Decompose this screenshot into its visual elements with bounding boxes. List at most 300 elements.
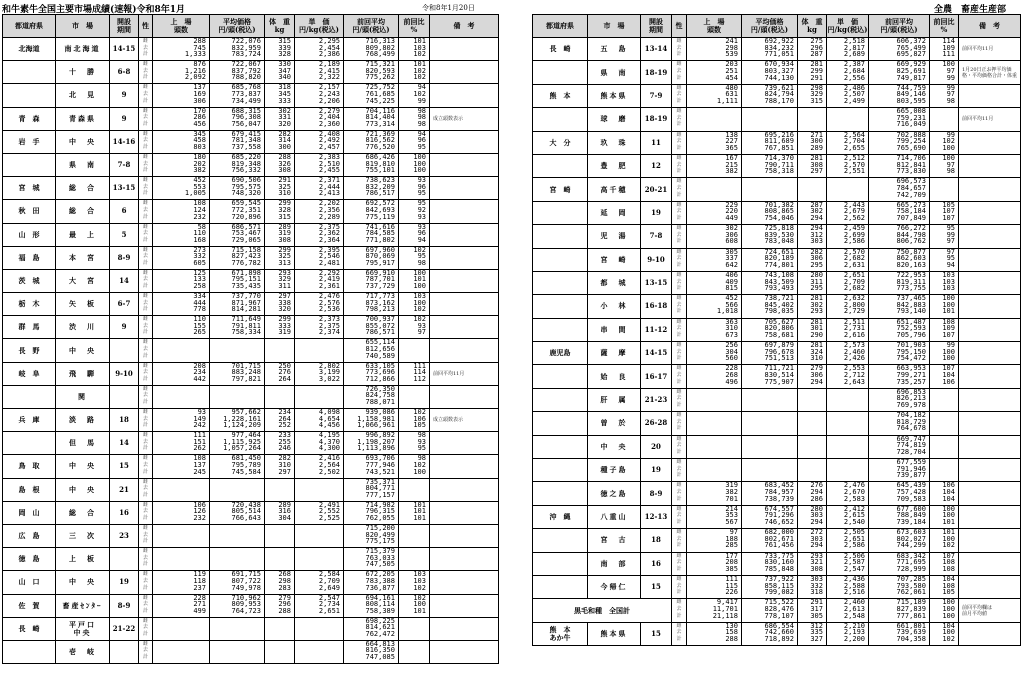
prev-avg-value: 769,978 (896, 401, 926, 410)
head-count-cell (687, 552, 742, 575)
avg-price-value (210, 492, 261, 499)
avg-price-value: 788,170 (764, 96, 794, 105)
head-count-value: 382 (725, 167, 738, 176)
sex-label: 雌 (676, 412, 682, 419)
unit-price-cell (827, 248, 869, 271)
head-count-value: 108 (193, 199, 206, 208)
head-count-value: 111 (193, 431, 206, 440)
sex-label: 計 (676, 448, 682, 455)
weight-value: 290 (810, 330, 823, 339)
weight-cell (265, 339, 295, 362)
prev-avg-value: 677,600 (896, 505, 926, 513)
weight-value: 303 (810, 575, 823, 583)
prev-avg-value: 842,883 (896, 300, 926, 309)
unit-price-value: 2,444 (318, 182, 340, 191)
prev-avg-value: 715,200 (365, 524, 395, 532)
ratio-value (930, 466, 955, 473)
sex-cell (139, 223, 153, 246)
avg-price-value: 773,837 (231, 89, 261, 98)
avg-price-cell (742, 131, 798, 154)
ratio-cell (930, 154, 959, 177)
sex-label: 計 (676, 472, 682, 479)
prev-avg-value: 717,773 (365, 292, 395, 301)
weight-value: 299 (278, 315, 291, 324)
unit-price-value (295, 399, 340, 406)
col-header-unit: 単 価 円/kg(税込) (827, 15, 869, 38)
note-cell (959, 388, 1021, 411)
note-cell (959, 248, 1021, 271)
head-count-value: 567 (725, 518, 738, 526)
prev-avg-cell (344, 177, 399, 200)
note-cell (959, 365, 1021, 388)
table-row (3, 640, 499, 663)
head-count-value: 365 (725, 143, 738, 152)
ratio-cell (930, 459, 959, 482)
head-count-value (153, 399, 206, 406)
ratio-cell (930, 318, 959, 341)
ratio-value (930, 395, 955, 402)
avg-price-cell (210, 548, 265, 571)
sex-cell (672, 575, 687, 598)
prev-avg-value: 758,389 (365, 606, 395, 615)
sex-label: 去 (142, 531, 148, 538)
period-cell: 21-23 (641, 388, 672, 411)
unit-price-value (827, 402, 865, 409)
head-count-value (153, 647, 206, 654)
prev-avg-value: 775,119 (365, 212, 395, 221)
ratio-value: 95 (417, 142, 426, 151)
prev-avg-value: 809,802 (365, 43, 395, 52)
sex-label: 計 (676, 612, 682, 619)
avg-price-cell (210, 316, 265, 339)
head-count-value: 203 (725, 60, 738, 69)
unit-price-value: 2,547 (843, 564, 865, 573)
weight-value: 311 (810, 277, 823, 286)
sex-label: 計 (676, 495, 682, 502)
avg-price-value: 797,821 (231, 374, 261, 383)
prev-avg-cell (869, 225, 930, 248)
sex-label: 雌 (142, 223, 148, 230)
head-count-cell (153, 61, 210, 84)
prev-avg-value: 651,487 (896, 318, 926, 326)
prefecture-cell (533, 459, 588, 482)
weight-cell (798, 225, 827, 248)
ratio-cell (399, 61, 430, 84)
market-cell: 宮 古 (588, 529, 641, 552)
sex-label: 去 (142, 601, 148, 608)
prefecture-cell: 栃 木 (3, 293, 56, 316)
ratio-cell (930, 38, 959, 61)
ratio-value (930, 108, 955, 115)
sex-label: 去 (676, 184, 682, 191)
prefecture-cell: 北海道 (3, 38, 56, 61)
prev-avg-value: 788,071 (365, 398, 395, 406)
unit-price-value (295, 631, 340, 638)
prev-avg-value: 712,866 (365, 374, 395, 383)
prev-avg-value: 1,113,896 (357, 444, 395, 453)
avg-price-value (742, 115, 794, 122)
avg-price-cell (210, 571, 265, 594)
ratio-value: 96 (417, 229, 426, 238)
sex-cell (139, 316, 153, 339)
period-cell: 14-15 (641, 342, 672, 365)
sex-label: 雌 (142, 617, 148, 624)
unit-price-value: 2,200 (843, 634, 865, 643)
table-row (533, 552, 1021, 575)
sex-label: 去 (142, 114, 148, 121)
weight-value: 335 (810, 628, 823, 637)
note-cell: 前回平均欄は 前月平均値 (959, 599, 1021, 622)
head-count-value: 106 (193, 501, 206, 509)
weight-cell (265, 432, 295, 455)
head-count-value (687, 192, 738, 199)
sex-label: 雌 (676, 131, 682, 138)
head-count-value: 305 (725, 248, 738, 256)
unit-price-value: 2,613 (843, 604, 865, 613)
ratio-value: 101 (942, 307, 955, 316)
prev-avg-cell (869, 318, 930, 341)
ratio-cell (399, 246, 430, 269)
sex-label: 計 (142, 561, 148, 568)
prev-avg-value: 820,163 (896, 260, 926, 269)
unit-price-value (827, 185, 865, 192)
prev-avg-value: 765,499 (896, 43, 926, 52)
prev-avg-value: 762,061 (896, 588, 926, 597)
avg-price-value: 807,722 (231, 576, 261, 585)
weight-value: 305 (810, 611, 823, 620)
weight-cell (798, 459, 827, 482)
avg-price-cell (742, 318, 798, 341)
ratio-value: 100 (942, 60, 955, 69)
sex-label: 雌 (676, 388, 682, 395)
unit-price-value: 2,709 (843, 277, 865, 286)
unit-price-cell (295, 246, 344, 269)
ratio-value: 108 (942, 581, 955, 590)
head-count-value: 245 (193, 467, 206, 476)
market-cell: 八重山 (588, 505, 641, 528)
prev-avg-cell (344, 432, 399, 455)
prev-avg-value: 750,877 (896, 248, 926, 256)
sex-label: 去 (142, 415, 148, 422)
note-cell (959, 131, 1021, 154)
period-cell: 13-15 (641, 271, 672, 294)
sex-label: 去 (142, 508, 148, 515)
prev-avg-value: 661,801 (896, 622, 926, 630)
unit-price-value: 2,709 (318, 576, 340, 585)
table-row (3, 455, 499, 478)
ratio-value: 105 (942, 588, 955, 597)
ratio-value (399, 654, 426, 661)
weight-cell (265, 293, 295, 316)
sex-label: 雌 (676, 38, 682, 44)
unit-price-value: 2,817 (843, 43, 865, 52)
head-count-value: 285 (725, 541, 738, 550)
avg-price-value: 758,334 (231, 328, 261, 337)
avg-price-value: 701,382 (764, 201, 794, 209)
weight-value: 302 (810, 207, 823, 216)
ratio-cell (399, 177, 430, 200)
avg-price-value: 805,514 (231, 507, 261, 516)
table-row (533, 38, 1021, 61)
unit-price-value: 2,454 (318, 43, 340, 52)
prefecture-cell: 長 野 (3, 339, 56, 362)
ratio-value: 92 (417, 205, 426, 214)
weight-cell (265, 107, 295, 130)
unit-price-cell (827, 622, 869, 645)
avg-price-value: 761,456 (764, 541, 794, 550)
unit-price-value (827, 192, 865, 199)
weight-value: 311 (278, 282, 291, 291)
period-cell: 15 (641, 622, 672, 645)
prefecture-cell (3, 153, 56, 176)
market-cell: 薩 摩 (588, 342, 641, 365)
weight-value: 295 (810, 260, 823, 269)
avg-price-value: 798,035 (764, 307, 794, 316)
ratio-value: 103 (413, 576, 426, 585)
prev-avg-value: 862,603 (896, 254, 926, 263)
weight-value: 282 (278, 130, 291, 138)
avg-price-cell (210, 200, 265, 223)
head-count-value: 130 (725, 622, 738, 630)
ratio-cell (399, 84, 430, 107)
prev-avg-value: 818,729 (896, 417, 926, 426)
sex-label: 去 (676, 605, 682, 612)
avg-price-value: 690,506 (231, 176, 261, 185)
note-cell (430, 200, 499, 223)
prev-avg-value: 692,572 (365, 199, 395, 208)
avg-price-cell (210, 153, 265, 176)
weight-value: 255 (278, 437, 291, 446)
prev-avg-cell (344, 84, 399, 107)
avg-price-value (742, 472, 794, 479)
market-cell: 中 央 (56, 455, 110, 478)
ratio-value: 97 (946, 66, 955, 75)
ratio-value (399, 485, 426, 492)
weight-value: 246 (278, 444, 291, 453)
avg-price-value (210, 353, 261, 360)
weight-value: 295 (810, 284, 823, 293)
prev-avg-value: 673,603 (896, 528, 926, 537)
prefecture-cell: 熊 本 (533, 84, 588, 107)
prev-avg-value: 728,704 (896, 447, 926, 456)
prev-avg-value: 747,085 (365, 653, 395, 662)
weight-value (265, 548, 291, 555)
unit-price-value (295, 624, 340, 631)
weight-cell (798, 201, 827, 224)
table-row (3, 339, 499, 362)
ratio-value: 107 (942, 213, 955, 222)
avg-price-value (210, 386, 261, 393)
period-cell: 21-22 (110, 617, 139, 640)
report-date: 令和8年1月20日 (422, 4, 475, 12)
ratio-cell (399, 640, 430, 663)
prev-avg-value: 757,428 (896, 488, 926, 497)
ratio-value (930, 402, 955, 409)
head-count-cell (153, 478, 210, 501)
unit-price-value: 2,547 (318, 594, 340, 602)
unit-price-cell (295, 524, 344, 547)
avg-price-value: 681,450 (231, 454, 261, 463)
market-cell: 十 勝 (56, 61, 110, 84)
head-count-cell (153, 153, 210, 176)
weight-value: 308 (810, 564, 823, 573)
unit-price-value: 2,506 (843, 552, 865, 560)
weight-value: 233 (278, 431, 291, 440)
period-cell: 5 (110, 223, 139, 246)
head-count-value (687, 121, 738, 128)
ratio-value: 101 (413, 507, 426, 516)
weight-cell (798, 342, 827, 365)
sex-label: 計 (142, 143, 148, 150)
avg-price-value: 722,076 (231, 37, 261, 45)
weight-value (798, 466, 823, 473)
ratio-value (399, 492, 426, 499)
ratio-value: 109 (942, 324, 955, 333)
avg-price-value: 764,723 (231, 606, 261, 615)
head-count-value: 298 (725, 43, 738, 52)
avg-price-value: 711,721 (764, 364, 794, 373)
avg-price-value: 691,715 (231, 570, 261, 579)
head-count-cell (687, 225, 742, 248)
head-count-cell (153, 385, 210, 408)
period-cell (110, 640, 139, 663)
unit-price-value: 2,655 (843, 143, 865, 152)
ratio-cell (930, 201, 959, 224)
unit-price-value: 2,157 (318, 83, 340, 92)
head-count-value: 126 (193, 507, 206, 516)
prev-avg-value: 824,758 (365, 391, 395, 400)
unit-price-value: 2,419 (318, 275, 340, 284)
head-count-value: 442 (193, 374, 206, 383)
head-count-value: 345 (193, 130, 206, 138)
unit-price-value (827, 115, 865, 122)
ratio-value: 100 (942, 511, 955, 520)
head-count-value: 456 (193, 119, 206, 128)
ratio-value: 94 (417, 83, 426, 92)
market-cell: 高千穂 (588, 178, 641, 201)
head-count-value: 137 (193, 83, 206, 92)
head-count-value: 642 (725, 260, 738, 269)
market-cell: 平戸口 中央 (56, 617, 110, 640)
sex-cell (672, 412, 687, 435)
unit-price-cell (827, 178, 869, 201)
period-cell (110, 548, 139, 571)
market-cell: 南北海道 (56, 38, 110, 61)
avg-price-value (742, 442, 794, 449)
ratio-value (930, 419, 955, 426)
sex-label: 雌 (676, 225, 682, 232)
weight-value: 282 (810, 248, 823, 256)
weight-value: 319 (278, 328, 291, 337)
head-count-value: 1,333 (184, 50, 206, 59)
weight-value: 279 (278, 594, 291, 602)
table-row (3, 594, 499, 617)
head-count-value: 241 (725, 37, 738, 45)
col-header-pref: 都道府県 (533, 15, 588, 38)
market-cell: 上 板 (56, 548, 110, 571)
ratio-value: 97 (946, 90, 955, 99)
avg-price-value: 791,296 (764, 511, 794, 520)
avg-price-value: 788,820 (231, 73, 261, 82)
sex-label: 雌 (676, 575, 682, 582)
ratio-value: 114 (942, 37, 955, 45)
unit-price-value (827, 436, 865, 443)
unit-price-value: 2,322 (318, 73, 340, 82)
table-row (533, 225, 1021, 248)
weight-value: 327 (810, 634, 823, 643)
weight-cell (265, 617, 295, 640)
avg-price-value: 697,879 (764, 341, 794, 350)
head-count-value (687, 472, 738, 479)
sex-label: 去 (142, 206, 148, 213)
table-row (3, 362, 499, 385)
sex-label: 計 (142, 352, 148, 359)
avg-price-cell (742, 225, 798, 248)
unit-price-value: 2,684 (843, 66, 865, 75)
head-count-value: 119 (193, 570, 206, 579)
market-cell: 飛 騨 (56, 362, 110, 385)
head-count-cell (153, 594, 210, 617)
ratio-value: 93 (417, 437, 426, 446)
note-cell: 成立頭数表示 (430, 107, 499, 130)
head-count-cell (153, 432, 210, 455)
unit-price-value: 2,436 (843, 575, 865, 583)
weight-cell (798, 435, 827, 458)
prev-avg-value: 755,101 (365, 166, 395, 175)
prev-avg-value: 773,830 (896, 167, 926, 176)
col-header-ratio: 前回比 % (399, 15, 430, 38)
unit-price-cell (827, 225, 869, 248)
weight-cell (265, 200, 295, 223)
head-count-value: 180 (193, 153, 206, 161)
period-cell: 9 (110, 316, 139, 339)
weight-cell (265, 524, 295, 547)
avg-price-value: 742,660 (764, 628, 794, 637)
weight-value (798, 178, 823, 185)
head-count-value: 454 (725, 73, 738, 82)
prev-avg-value: 669,929 (896, 60, 926, 69)
ratio-cell (930, 108, 959, 131)
head-count-cell (153, 200, 210, 223)
weight-value: 308 (278, 166, 291, 175)
prev-avg-value: 855,072 (365, 321, 395, 330)
note-cell (959, 154, 1021, 177)
prev-avg-cell (344, 61, 399, 84)
unit-price-value: 2,731 (843, 324, 865, 333)
table-row (3, 223, 499, 246)
ratio-value: 100 (942, 604, 955, 613)
unit-price-cell (827, 342, 869, 365)
ratio-value: 108 (942, 564, 955, 573)
sex-label: 計 (676, 214, 682, 221)
unit-price-value: 2,371 (318, 176, 340, 185)
avg-price-value (210, 485, 261, 492)
period-cell: 6 (110, 200, 139, 223)
unit-price-value: 2,486 (843, 84, 865, 92)
note-cell: 成立頭数表示 (430, 409, 499, 432)
prev-avg-value: 704,182 (896, 411, 926, 420)
sex-cell (139, 38, 153, 61)
sex-cell (672, 61, 687, 84)
note-cell (430, 640, 499, 663)
weight-cell (265, 455, 295, 478)
head-count-value: 93 (197, 408, 206, 416)
weight-value: 308 (278, 235, 291, 244)
unit-price-cell (827, 84, 869, 107)
ratio-value (930, 389, 955, 396)
weight-value (798, 449, 823, 456)
ratio-value (399, 532, 426, 539)
